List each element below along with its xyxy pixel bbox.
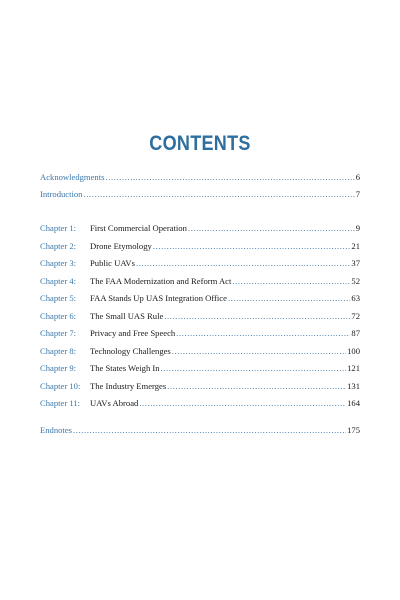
chapter-list	[40, 223, 360, 416]
chapter-label: Chapter 3:	[40, 258, 77, 268]
chapter-label: Chapter 9:	[40, 363, 77, 373]
toc-entry-title: Endnotes	[40, 425, 72, 435]
dot-leader	[228, 293, 350, 304]
chapter-label: Chapter 10:	[40, 380, 81, 391]
dot-leader	[164, 311, 350, 322]
toc-entry-title: Acknowledgments	[40, 172, 105, 182]
toc-entry-chapter-3[interactable]	[40, 258, 360, 269]
chapter-label: Chapter 5:	[40, 293, 77, 303]
toc-page-number: 175	[347, 425, 360, 435]
toc-entry-title: Privacy and Free Speech	[90, 328, 176, 338]
toc-entry-title: The FAA Modernization and Reform Act	[90, 275, 232, 286]
toc-page-number: 21	[351, 240, 360, 251]
dot-leader	[161, 363, 347, 374]
toc-page-number: 100	[347, 345, 360, 356]
toc-page-number: 9	[355, 223, 360, 233]
toc-entry-title: Technology Challenges	[90, 345, 171, 356]
toc-entry-title: UAVs Abroad	[90, 398, 139, 408]
chapter-label: Chapter 8:	[40, 345, 77, 356]
toc-page-number: 121	[347, 363, 360, 373]
chapter-label: Chapter 1:	[40, 223, 77, 233]
dot-leader	[167, 381, 346, 392]
toc-entry-title: Introduction	[40, 189, 83, 199]
back-matter-list	[40, 425, 360, 436]
toc-page-number: 37	[351, 258, 360, 268]
toc-entry-title: Public UAVs	[90, 258, 135, 268]
chapter-label: Chapter 4:	[40, 275, 77, 286]
toc-page-number: 52	[351, 275, 360, 286]
toc-page-number: 63	[351, 293, 360, 303]
dot-leader	[232, 276, 350, 287]
toc-entry-endnotes[interactable]	[40, 425, 360, 436]
dot-leader	[139, 398, 346, 409]
toc-entry-title: First Commercial Operation	[90, 223, 187, 233]
page-title: CONTENTS	[149, 132, 251, 155]
toc-entry-chapter-9[interactable]	[40, 363, 360, 374]
dot-leader	[105, 172, 354, 183]
toc-page-number: 6	[355, 172, 360, 182]
dot-leader	[188, 223, 355, 234]
chapter-label: Chapter 11:	[40, 398, 81, 408]
toc-entry-chapter-11[interactable]	[40, 398, 360, 409]
dot-leader	[83, 189, 354, 200]
chapter-label: Chapter 6:	[40, 310, 77, 321]
toc-entry-title: FAA Stands Up UAS Integration Office	[90, 293, 227, 303]
dot-leader	[73, 425, 346, 436]
toc-entry-chapter-2[interactable]	[40, 241, 360, 252]
chapter-label: Chapter 7:	[40, 328, 77, 338]
toc-entry-chapter-7[interactable]	[40, 328, 360, 339]
toc-entry-title: The Small UAS Rule	[90, 310, 164, 321]
front-matter-list	[40, 172, 360, 200]
toc-page-number: 131	[347, 380, 360, 391]
toc-entry-introduction[interactable]	[40, 189, 360, 200]
toc-entry-chapter-8[interactable]	[40, 346, 360, 357]
dot-leader	[172, 346, 346, 357]
toc-page-number: 87	[351, 328, 360, 338]
toc-page-number: 72	[351, 310, 360, 321]
chapter-label: Chapter 2:	[40, 240, 77, 251]
toc-entry-chapter-4[interactable]	[40, 276, 360, 287]
toc-entry-title: Drone Etymology	[90, 240, 152, 251]
toc-entry-chapter-10[interactable]	[40, 381, 360, 392]
toc-page-number: 7	[355, 189, 360, 199]
toc-entry-chapter-6[interactable]	[40, 311, 360, 322]
toc-entry-chapter-5[interactable]	[40, 293, 360, 304]
dot-leader	[136, 258, 350, 269]
toc-entry-title: The States Weigh In	[90, 363, 160, 373]
toc-page-number: 164	[347, 398, 360, 408]
dot-leader	[153, 241, 351, 252]
toc-entry-title: The Industry Emerges	[90, 380, 167, 391]
dot-leader	[176, 328, 350, 339]
toc-entry-acknowledgments[interactable]	[40, 172, 360, 183]
toc-entry-chapter-1[interactable]	[40, 223, 360, 234]
